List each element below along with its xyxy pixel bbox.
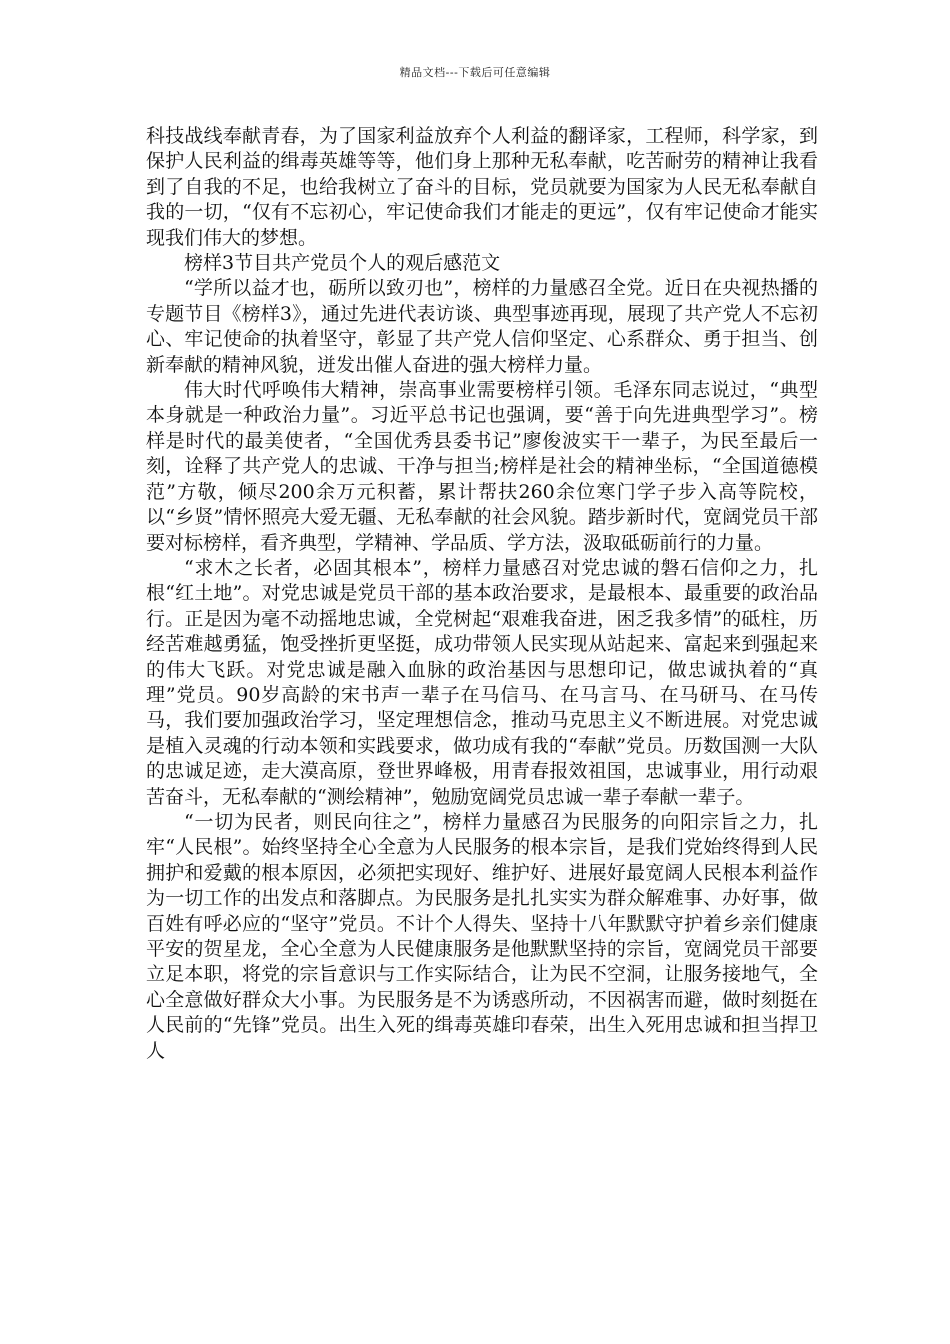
- paragraph-loyalty: “求木之长者，必固其根本”，榜样力量感召对党忠诚的磐石信仰之力，扎根“红土地”。对党忠诚是党员干部的基本政治要求，是最根本、最重要的政治品行。正是因为毫不动摇地忠诚，全党树起“艰难我奋进，困乏我多情”的砥柱，历经苦难越勇猛，饱受挫折更坚挺，成功带领人民实现从站起来、富起来到强起来的伟大飞跃。对党忠诚是融入血脉的政治基因与思想印记，做忠诚执着的“真理”党员。90岁高龄的宋书声一辈子在马信马、在马言马、在马研马、在马传马，我们要加强政治学习，坚定理想信念，推动马克思主义不断进展。对党忠诚是植入灵魂的行动本领和实践要求，做功成有我的“奉献”党员。历数国测一大队的忠诚足迹，走大漠高原，登世界峰极，用青春报效祖国，忠诚事业，用行动艰苦奋斗，无私奉献的“测绘精神”，勉励宽阔党员忠诚一辈子奉献一辈子。: [146, 556, 818, 808]
- paragraph-great-era: 伟大时代呼唤伟大精神，崇高事业需要榜样引领。毛泽东同志说过，“典型本身就是一种政治力量”。习近平总书记也强调，要“善于向先进典型学习”。榜样是时代的最美使者，“全国优秀县委书记”廖俊波实干一辈子，为民至最后一刻，诠释了共产党人的忠诚、干净与担当;榜样是社会的精神坐标，“全国道德模范”方敬，倾尽200余万元积蓄，累计帮扶260余位寒门学子步入高等院校，以“乡贤”情怀照亮大爱无疆、无私奉献的社会风貌。踏步新时代，宽阔党员干部要对标榜样，看齐典型，学精神、学品质、学方法，汲取砥砺前行的力量。: [146, 379, 818, 554]
- section-title: 榜样3节目共产党员个人的观后感范文: [184, 252, 501, 275]
- paragraph-continuation: 科技战线奉献青春，为了国家利益放弃个人利益的翻译家，工程师，科学家，到保护人民利益的缉毒英雄等等，他们身上那种无私奉献，吃苦耐劳的精神让我看到了自我的不足，也给我树立了奋斗的目标，党员就要为国家为人民无私奉献自我的一切，“仅有不忘初心，牢记使命我们才能走的更远”，仅有牢记使命才能实现我们伟大的梦想。: [146, 125, 818, 249]
- paragraph-serve-people: “一切为民者，则民向往之”，榜样力量感召为民服务的向阳宗旨之力，扎牢“人民根”。始终坚持全心全意为人民服务的根本宗旨，是我们党始终得到人民拥护和爱戴的根本原因，必须把实现好、维护好、进展好最宽阔人民根本利益作为一切工作的出发点和落脚点。为民服务是扎扎实实为群众解难事、办好事，做百姓有呼必应的“坚守”党员。不计个人得失、坚持十八年默默守护着乡亲们健康平安的贺星龙，全心全意为人民健康服务是他默默坚持的宗旨，宽阔党员干部要立足本职，将党的宗旨意识与工作实际结合，让为民不空洞，让服务接地气，全心全意做好群众大小事。为民服务是不为诱惑所动，不因祸害而避，做时刻挺在人民前的“先锋”党员。出生入死的缉毒英雄印春荣，出生入死用忠诚和担当捍卫人: [146, 810, 818, 1062]
- page-header: 精品文档---下载后可任意编辑: [399, 66, 551, 79]
- document-body: [146, 124, 818, 1064]
- paragraph-intro: “学所以益才也，砺所以致刃也”，榜样的力量感召全党。近日在央视热播的专题节目《榜样3》，通过先进代表访谈、典型事迹再现，展现了共产党人不忘初心、牢记使命的执着坚守，彰显了共产党人信仰坚定、心系群众、勇于担当、创新奉献的精神风貌，迸发出催人奋进的强大榜样力量。: [146, 277, 818, 376]
